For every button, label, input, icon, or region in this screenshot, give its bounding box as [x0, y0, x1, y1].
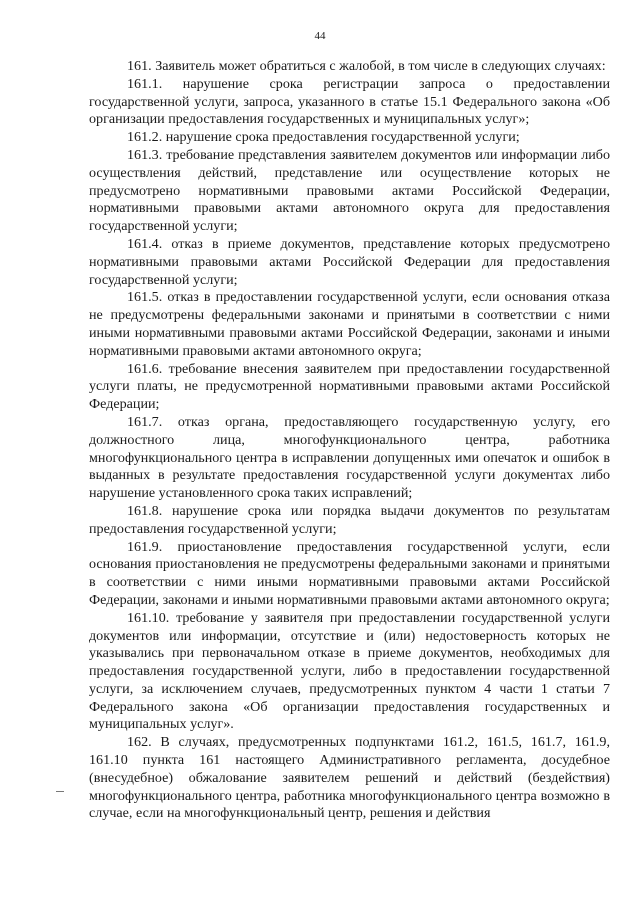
paragraph-161: 161. Заявитель может обратиться с жалобой, в том числе в следующих случаях:	[127, 58, 606, 74]
paragraph-161-1: 161.1. нарушение срока регистрации запроса о предоставлении государственной услуги, запроса, указанного в статье 15.1 Федерального закона «Об организации предоставления государственных и муниципальных услуг»;	[89, 75, 610, 128]
paragraph-161-8: 161.8. нарушение срока или порядка выдачи документов по результатам предоставления государственной услуги;	[89, 502, 610, 537]
paragraph-161-6: 161.6. требование внесения заявителем при предоставлении государственной услуги платы, не предусмотренной нормативными правовыми актами Российской Федерации;	[89, 360, 610, 413]
paragraph-162: 162. В случаях, предусмотренных подпунктами 161.2, 161.5, 161.7, 161.9, 161.10 пункта 161 настоящего Административного регламента, досудебное (внесудебное) обжалование заявителем решений и действий (бездействия) многофункционального центра, работника многофункционального центра возможно в случае, если на многофункциональный центр, решения и действия	[89, 734, 610, 822]
paragraph-161-4: 161.4. отказ в приеме документов, представление которых предусмотрено нормативными правовыми актами Российской Федерации для предоставления государственной услуги;	[89, 235, 610, 288]
paragraph-161-2: 161.2. нарушение срока предоставления государственной услуги;	[127, 129, 520, 146]
paragraph-161-10: 161.10. требование у заявителя при предоставлении государственной услуги документов или информации, отсутствие и (или) недостоверность которых не указывались при первоначальном отказе в приеме документов, необходимых для предоставления государственной услуги, либо в предоставлении государственной услуги, за исключением случаев, предусмотренных пунктом 4 части 1 статьи 7 Федерального закона «Об организации предоставления государственных и муниципальных услуг».	[89, 609, 610, 733]
paragraph-161-5: 161.5. отказ в предоставлении государственной услуги, если основания отказа не предусмотрены федеральными законами и принятыми в соответствии с ними иными нормативными правовыми актами Российской Федерации, законами и иными нормативными правовыми актами автономного округа;	[89, 289, 610, 359]
document-body	[89, 58, 610, 823]
margin-mark	[56, 791, 64, 792]
paragraph-161-3: 161.3. требование представления заявителем документов или информации либо осуществления действий, представление или осуществление которых не предусмотрено нормативными правовыми актами Российской Федерации, нормативными правовыми актами автономного округа для предоставления государственной услуги;	[89, 146, 610, 235]
paragraph-161-7: 161.7. отказ органа, предоставляющего государственную услугу, его должностного лица, многофункционального центра, работника многофункционального центра в исправлении допущенных ими опечаток и ошибок в выданных в результате предоставления государственной услуги документах либо нарушение установленного срока таких исправлений;	[89, 413, 610, 502]
page-number: 44	[314, 30, 326, 42]
paragraph-161-9: 161.9. приостановление предоставления государственной услуги, если основания приостановления не предусмотрены федеральными законами и принятыми в соответствии с ними иными нормативными правовыми актами Российской Федерации, законами и иными нормативными правовыми актами автономного округа;	[89, 538, 610, 608]
